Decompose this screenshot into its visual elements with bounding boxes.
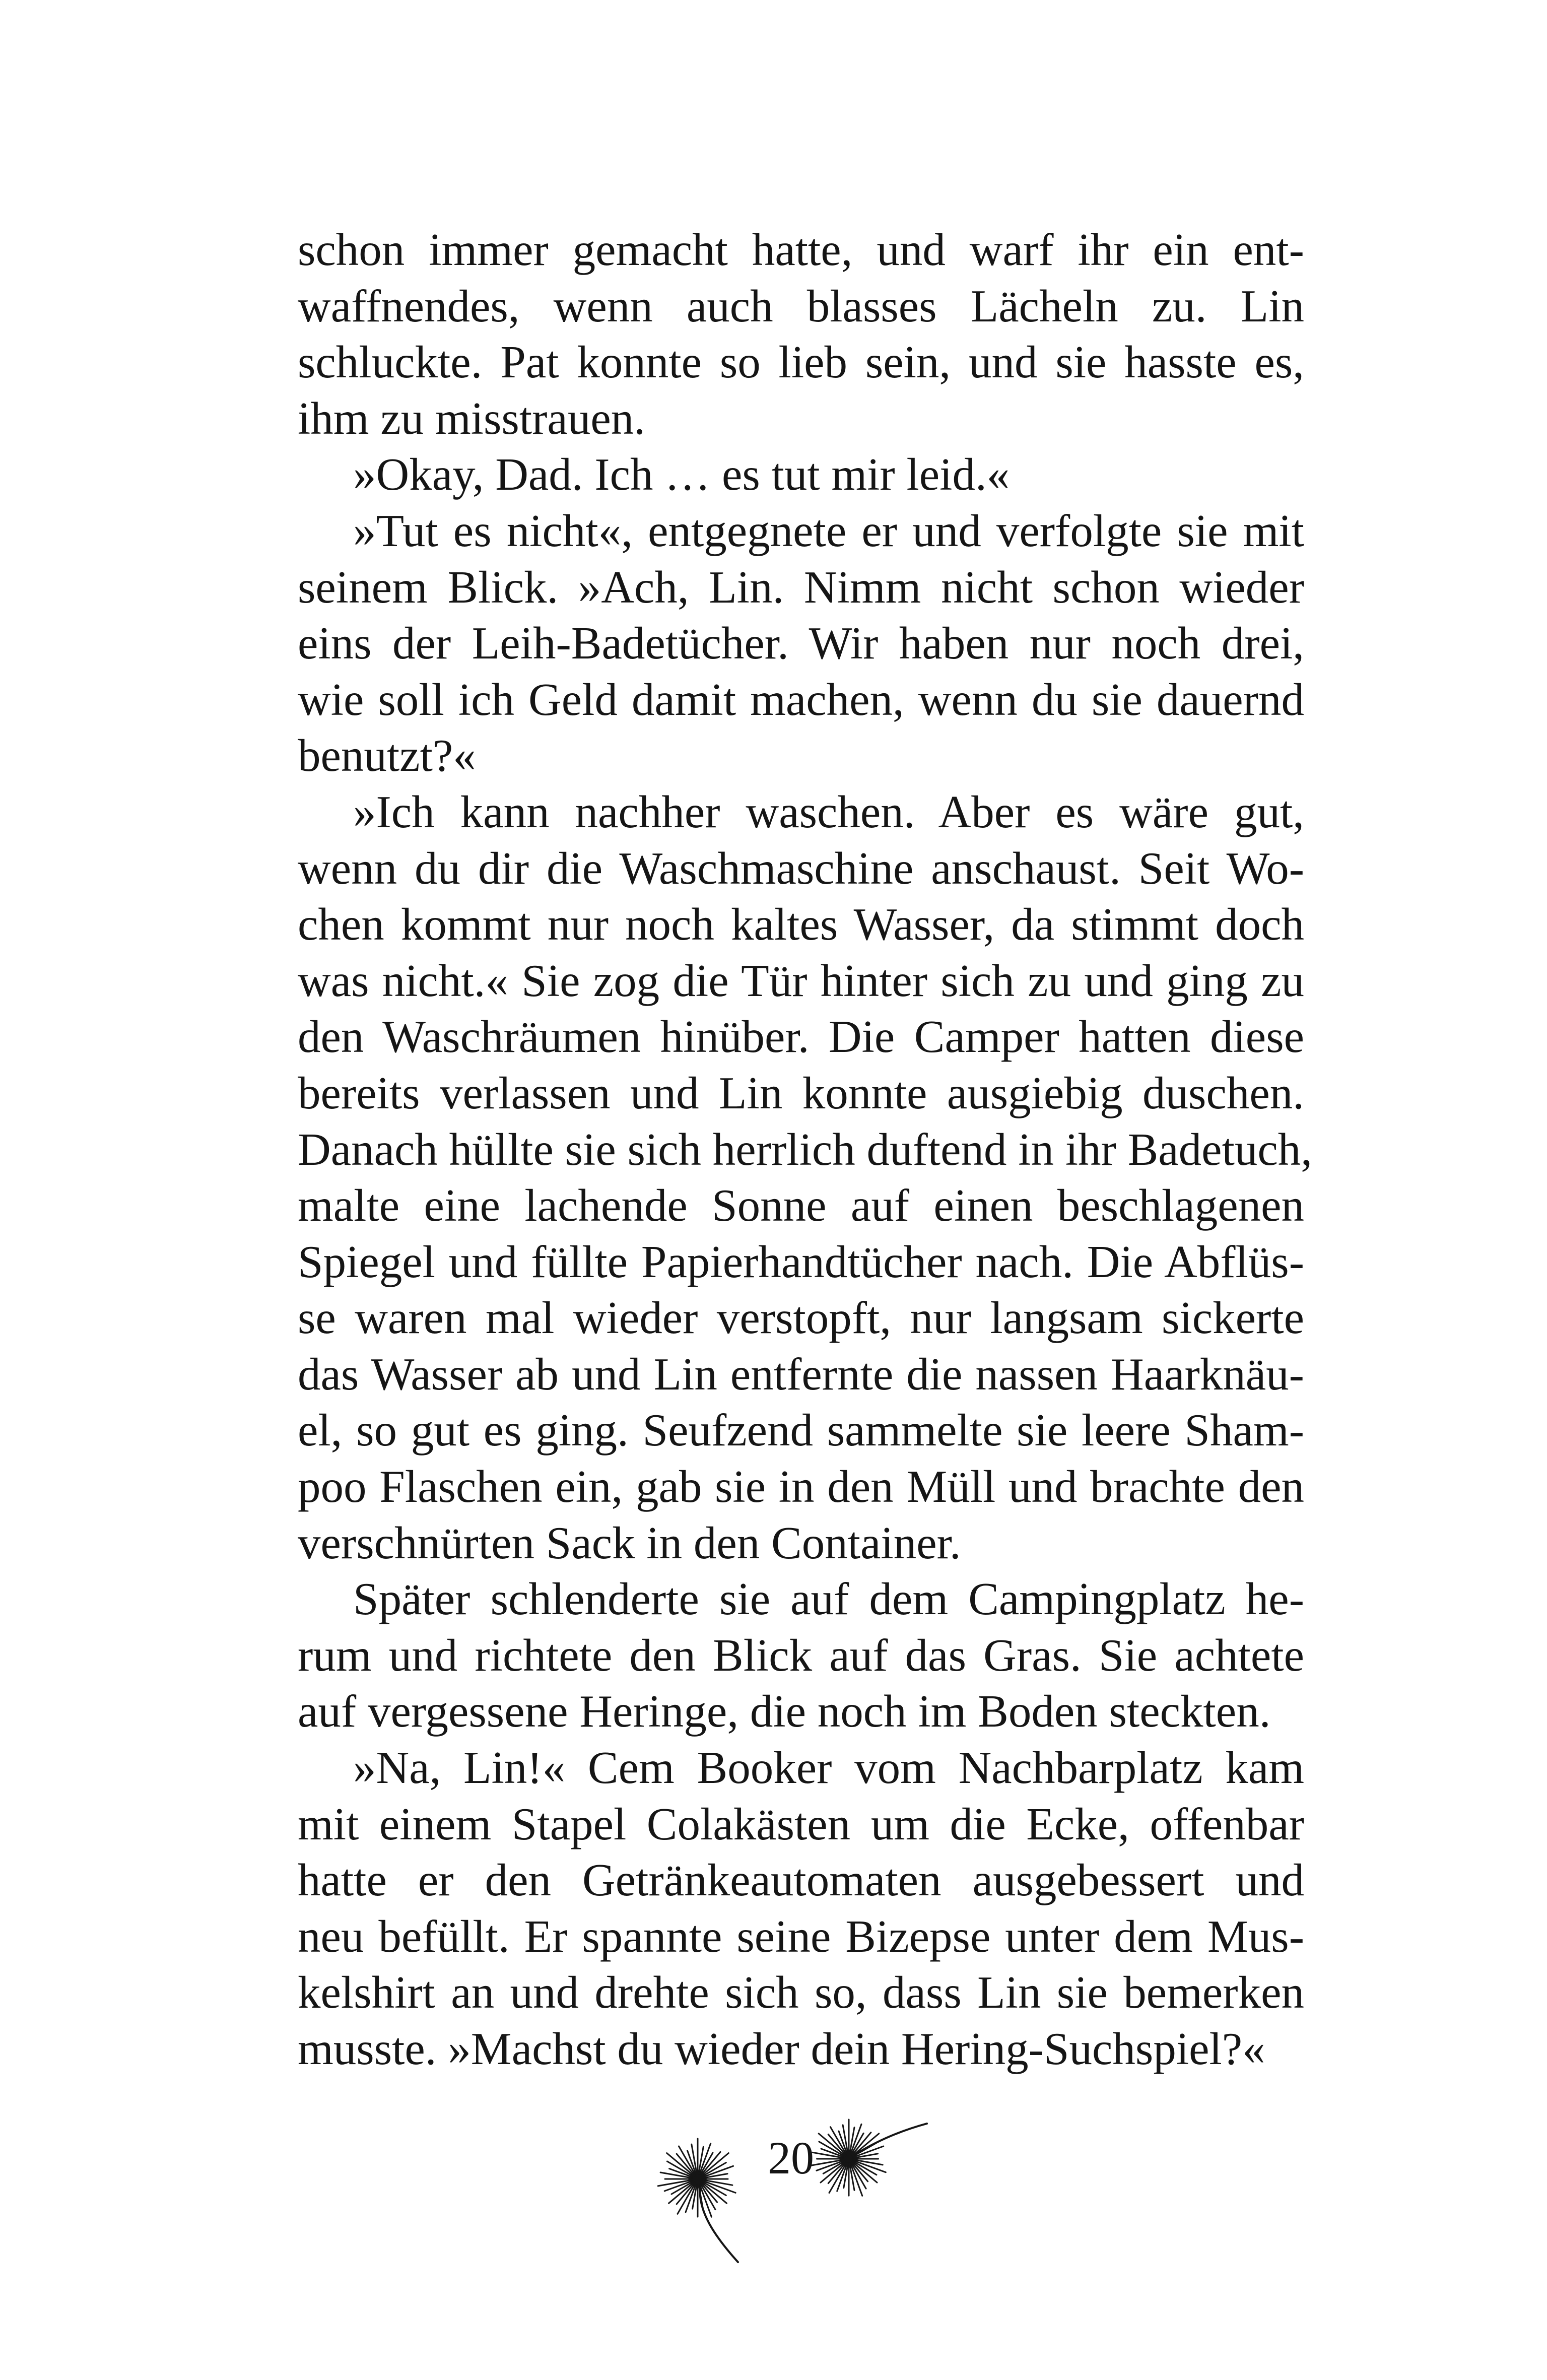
text-line: Später schlenderte sie auf dem Campingplatz he- (353, 1573, 1304, 1625)
text-line: hatte er den Getränkeautomaten ausgebessert und (298, 1855, 1304, 1906)
text-line: se waren mal wieder verstopft, nur langsam sickerte (298, 1292, 1304, 1344)
dandelion-seed-icon (650, 2111, 746, 2272)
text-line: schon immer gemacht hatte, und warf ihr ein ent- (298, 224, 1304, 275)
text-line: seinem Blick. »Ach, Lin. Nimm nicht schon wieder (298, 561, 1304, 613)
text-line: »Na, Lin!« Cem Booker vom Nachbarplatz kam (353, 1742, 1304, 1794)
text-line: eins der Leih-Badetücher. Wir haben nur noch drei, (298, 618, 1304, 669)
text-line: wenn du dir die Waschmaschine anschaust. Seit Wo- (298, 842, 1304, 894)
text-line: neu befüllt. Er spannte seine Bizepse unter dem Mus- (298, 1910, 1304, 1962)
text-line: das Wasser ab und Lin entfernte die nassen Haarknäu- (298, 1348, 1304, 1400)
page-number: 20 (768, 2132, 814, 2184)
text-line: schluckte. Pat konnte so lieb sein, und sie hasste es, (298, 337, 1304, 388)
text-line: Danach hüllte sie sich herrlich duftend in ihr Badetuch, (298, 1123, 1312, 1175)
text-line: mit einem Stapel Colakästen um die Ecke, offenbar (298, 1798, 1304, 1849)
text-line: rum und richtete den Blick auf das Gras. Sie achtete (298, 1629, 1304, 1681)
body-text (298, 222, 1312, 2077)
text-line: benutzt?« (298, 730, 476, 781)
text-line: waffnendes, wenn auch blasses Lächeln zu. Lin (298, 280, 1304, 332)
text-line: »Tut es nicht«, entgegnete er und verfolgte sie mit (353, 505, 1304, 556)
dandelion-seed-icon (801, 2111, 932, 2222)
text-line: poo Flaschen ein, gab sie in den Müll und brachte den (298, 1461, 1304, 1512)
text-line: »Okay, Dad. Ich … es tut mir leid.« (353, 449, 1010, 500)
text-line: wie soll ich Geld damit machen, wenn du sie dauernd (298, 674, 1304, 725)
text-line: was nicht.« Sie zog die Tür hinter sich zu und ging zu (298, 955, 1304, 1006)
text-line: kelshirt an und drehte sich so, dass Lin sie bemerken (298, 1967, 1304, 2018)
text-line: malte eine lachende Sonne auf einen beschlagenen (298, 1180, 1304, 1231)
text-line: chen kommt nur noch kaltes Wasser, da stimmt doch (298, 899, 1304, 950)
text-line: ihm zu misstrauen. (298, 392, 645, 444)
text-line: verschnürten Sack in den Container. (298, 1517, 961, 1568)
text-line: bereits verlassen und Lin konnte ausgiebig duschen. (298, 1067, 1304, 1118)
text-line: auf vergessene Heringe, die noch im Boden steckten. (298, 1686, 1271, 1737)
text-line: den Waschräumen hinüber. Die Camper hatten diese (298, 1011, 1304, 1063)
text-line: musste. »Machst du wieder dein Hering-Suchspiel?« (298, 2023, 1265, 2074)
text-line: el, so gut es ging. Seufzend sammelte sie leere Sham- (298, 1405, 1304, 1456)
text-line: »Ich kann nachher waschen. Aber es wäre gut, (353, 786, 1304, 837)
text-line: Spiegel und füllte Papierhandtücher nach. Die Abflüs- (298, 1236, 1304, 1287)
page-footer (650, 2111, 932, 2272)
